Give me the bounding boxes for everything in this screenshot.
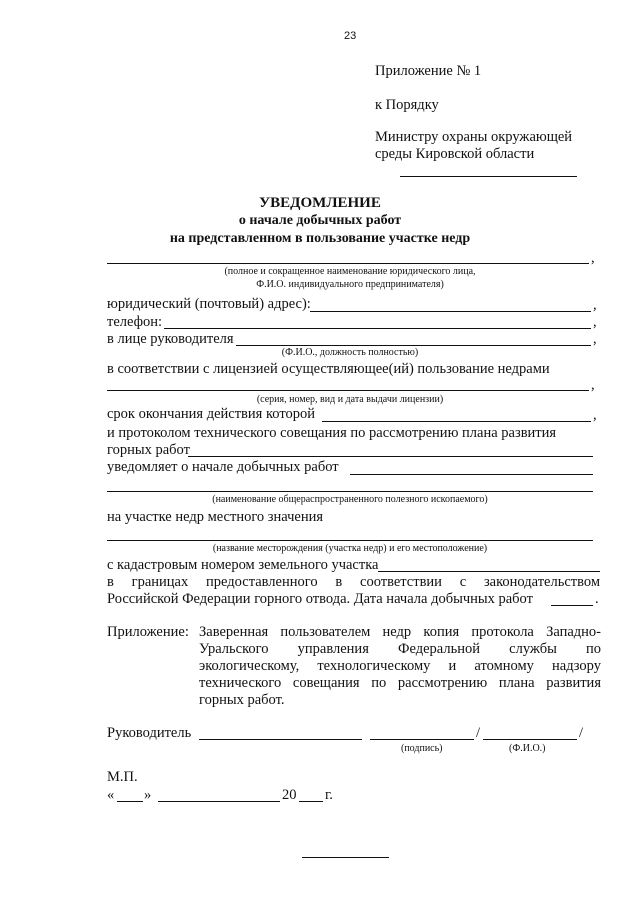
protocol-line-1: и протоколом технического совещания по рассмотрению плана развития — [107, 425, 557, 441]
signature-field[interactable] — [370, 739, 474, 740]
cadastral-field[interactable] — [378, 571, 600, 572]
site-label: на участке недр местного значения — [107, 509, 324, 525]
attachment-line-5: горных работ. — [199, 692, 285, 708]
date-day-field[interactable] — [117, 801, 143, 802]
mineral-field[interactable] — [107, 491, 593, 492]
applicant-name-line — [107, 263, 589, 264]
attachment-line-3: экологическому, технологическому и атомному надзору — [199, 658, 601, 674]
stamp-place: М.П. — [107, 769, 138, 785]
head-position-field[interactable] — [199, 739, 362, 740]
comma: , — [591, 250, 595, 266]
comma: , — [591, 377, 595, 393]
head-signature-label: Руководитель — [107, 725, 192, 741]
boundaries-line-1: в границах предоставленного в соответствии с законодательством — [107, 574, 600, 590]
recipient-line-1: Министру охраны окружающей — [375, 129, 573, 145]
caption-head: (Ф.И.О., должность полностью) — [281, 347, 419, 358]
comma: , — [593, 407, 597, 423]
cadastral-label: с кадастровым номером земельного участка — [107, 557, 379, 573]
legal-address-label: юридический (почтовый) адрес): — [107, 296, 311, 312]
footer-separator — [302, 857, 389, 858]
recipient-underline — [400, 176, 577, 177]
period: . — [595, 591, 599, 607]
fio-field[interactable] — [483, 739, 577, 740]
caption-deposit: (название месторождения (участка недр) и его местоположение) — [212, 543, 488, 554]
expiry-field[interactable] — [322, 421, 591, 422]
phone-label: телефон: — [107, 314, 163, 330]
protocol-line-2: горных работ — [107, 442, 190, 458]
attachment-line-4: технического совещания по рассмотрению плана развития — [199, 675, 601, 691]
slash: / — [579, 725, 584, 741]
license-text: в соответствии с лицензией осуществляющее(ий) пользование недрами — [107, 361, 550, 377]
protocol-field[interactable] — [188, 456, 593, 457]
attachment-label: Приложение: — [107, 624, 189, 640]
legal-address-field[interactable] — [310, 311, 591, 312]
date-month-field[interactable] — [158, 801, 280, 802]
caption-license: (серия, номер, вид и дата выдачи лицензии) — [256, 394, 444, 405]
head-label: в лице руководителя — [107, 331, 234, 347]
start-date-field[interactable] — [551, 605, 593, 606]
caption-name-2: Ф.И.О. индивидуального предпринимателя) — [256, 279, 444, 290]
license-field[interactable] — [107, 390, 589, 391]
attachment-line-1: Заверенная пользователем недр копия протокола Западно- — [199, 624, 601, 640]
date-year-prefix: 20 — [282, 787, 297, 803]
caption-fio: (Ф.И.О.) — [509, 743, 546, 754]
caption-signature: (подпись) — [401, 743, 443, 754]
comma: , — [593, 297, 597, 313]
notifies-field[interactable] — [350, 474, 593, 475]
attachment-line-2: Уральского управления Федеральной службы по — [199, 641, 601, 657]
date-year-suffix: г. — [325, 787, 333, 803]
page-number: 23 — [344, 30, 357, 42]
boundaries-line-2: Российской Федерации горного отвода. Дата начала добычных работ — [107, 591, 533, 607]
date-year-field[interactable] — [299, 801, 323, 802]
slash: / — [476, 725, 481, 741]
notifies-label: уведомляет о начале добычных работ — [107, 459, 339, 475]
date-quote-close: » — [144, 787, 152, 803]
caption-mineral: (наименование общераспространенного полезного ископаемого) — [212, 494, 488, 505]
appendix-label: Приложение № 1 — [375, 63, 482, 79]
expiry-label: срок окончания действия которой — [107, 406, 315, 422]
document-subtitle-1: о начале добычных работ — [238, 213, 402, 228]
head-field[interactable] — [236, 345, 591, 346]
date-quote-open: « — [107, 787, 115, 803]
comma: , — [593, 331, 597, 347]
order-reference: к Порядку — [375, 97, 439, 113]
recipient-line-2: среды Кировской области — [375, 146, 535, 162]
phone-field[interactable] — [164, 328, 591, 329]
document-title: УВЕДОМЛЕНИЕ — [259, 195, 381, 211]
comma: , — [593, 314, 597, 330]
caption-name-1: (полное и сокращенное наименование юридического лица, — [224, 266, 476, 277]
deposit-field[interactable] — [107, 540, 593, 541]
document-subtitle-2: на представленном в пользование участке недр — [169, 231, 471, 246]
